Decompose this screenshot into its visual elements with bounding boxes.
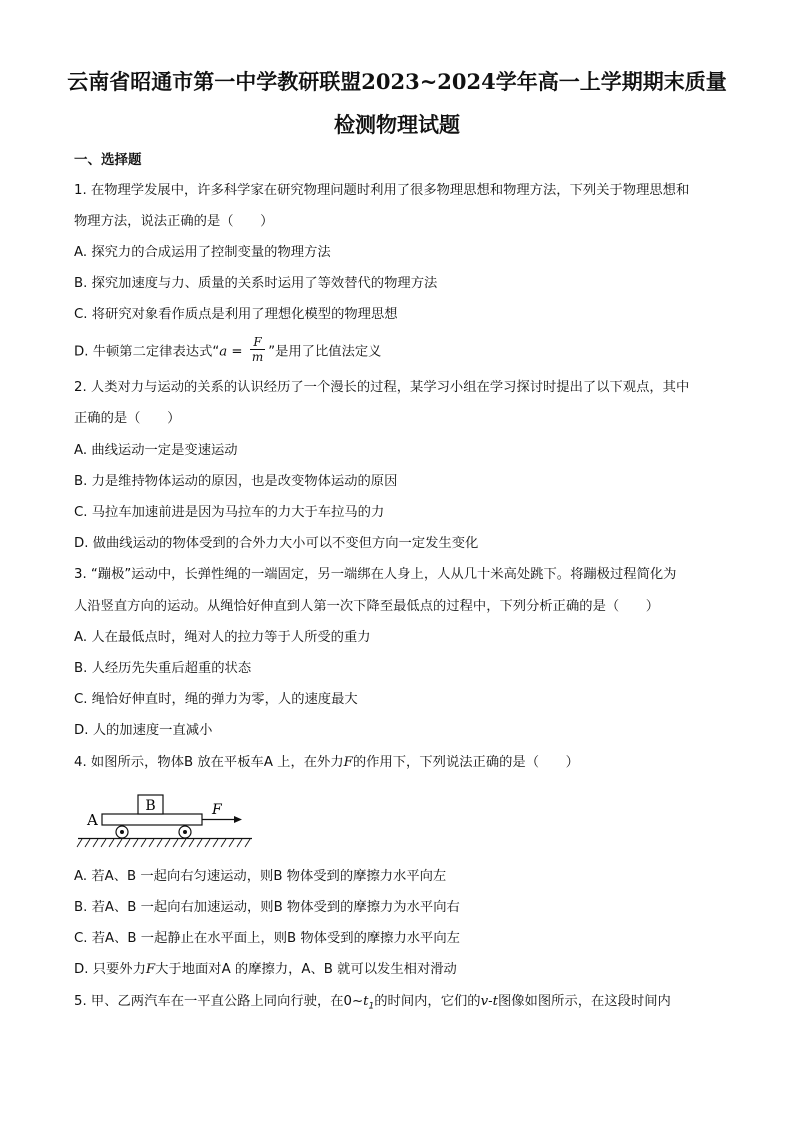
q4-option-c: C. 若A、B 一起静止在水平面上，则B 物体受到的摩擦力水平向左	[74, 931, 460, 946]
cart-platform	[102, 814, 202, 825]
q1-option-c: C. 将研究对象看作质点是利用了理想化模型的物理思想	[74, 307, 398, 322]
q4-option-d-suffix: 大于地面对A 的摩擦力，A、B 就可以发生相对滑动	[155, 962, 457, 977]
q3-option-d: D. 人的加速度一直减小	[74, 723, 213, 738]
q3-stem-line1: 3. “蹦极”运动中，长弹性绳的一端固定，另一端绑在人身上，人从几十米高处跳下。将蹦极过程简化为	[74, 567, 677, 582]
q1-stem-line2: 物理方法，说法正确的是（ ）	[74, 214, 274, 229]
q5-stem-prefix: 5. 甲、乙两汽车在一平直公路上同向行驶，在0~	[74, 994, 364, 1009]
q5-stem	[74, 992, 671, 1017]
q2-option-d: D. 做曲线运动的物体受到的合外力大小可以不变但方向一定发生变化	[74, 536, 479, 551]
ground-hatching	[77, 839, 250, 847]
formula-a: a	[219, 344, 228, 360]
wheel-left-hub	[120, 830, 124, 834]
cart-figure	[74, 792, 254, 850]
formula-fraction	[250, 335, 265, 364]
q2-stem-line2: 正确的是（ ）	[74, 411, 181, 426]
q4-stem	[74, 753, 579, 773]
q5-stem-middle: 的时间内，它们的	[374, 994, 481, 1009]
exam-title-line1: 云南省昭通市第一中学教研联盟2023~2024学年高一上学期期末质量	[67, 69, 727, 94]
q4-option-a: A. 若A、B 一起向右匀速运动，则B 物体受到的摩擦力水平向左	[74, 869, 447, 884]
q1-option-d-suffix: ”是用了比值法定义	[268, 344, 382, 360]
q3-option-b: B. 人经历先失重后超重的状态	[74, 661, 252, 676]
label-f: F	[212, 802, 222, 818]
q1-option-d	[74, 337, 381, 366]
q5-time-symbol: t	[363, 994, 369, 1009]
q5-time-subscript: 1	[368, 1001, 375, 1012]
q4-stem-force-symbol: F	[343, 755, 353, 770]
q4-option-d	[74, 960, 457, 980]
q5-stem-suffix: 图像如图所示，在这段时间内	[497, 994, 671, 1009]
fraction-numerator: F	[250, 335, 265, 350]
wheel-right-hub	[183, 830, 187, 834]
q2-option-c: C. 马拉车加速前进是因为马拉车的力大于车拉马的力	[74, 505, 385, 520]
label-b: B	[145, 798, 156, 814]
exam-title-line2: 检测物理试题	[334, 112, 460, 137]
q2-option-a: A. 曲线运动一定是变速运动	[74, 443, 238, 458]
q1-stem-line1: 1. 在物理学发展中，许多科学家在研究物理问题时利用了很多物理思想和物理方法，下列关于物理思想和	[74, 183, 690, 198]
q3-stem-line2: 人沿竖直方向的运动。从绳恰好伸直到人第一次下降至最低点的过程中，下列分析正确的是（ ）	[74, 599, 660, 614]
q4-stem-suffix: 的作用下，下列说法正确的是（ ）	[352, 755, 579, 770]
force-arrow-head	[234, 816, 242, 823]
q4-option-d-prefix: D. 只要外力	[74, 962, 146, 977]
q2-stem-line1: 2. 人类对力与运动的关系的认识经历了一个漫长的过程，某学习小组在学习探讨时提出了以下观点，其中	[74, 380, 690, 395]
formula-equals: =	[227, 344, 247, 360]
label-a: A	[87, 811, 98, 829]
q4-option-b: B. 若A、B 一起向右加速运动，则B 物体受到的摩擦力为水平向右	[74, 900, 460, 915]
fraction-denominator: m	[251, 350, 264, 364]
q3-option-a: A. 人在最低点时，绳对人的拉力等于人所受的重力	[74, 630, 371, 645]
q4-stem-prefix: 4. 如图所示，物体B 放在平板车A 上，在外力	[74, 755, 344, 770]
q4-option-d-force-symbol: F	[145, 962, 156, 977]
q1-option-d-prefix: D. 牛顿第二定律表达式“	[74, 344, 220, 360]
q3-option-c: C. 绳恰好伸直时，绳的弹力为零，人的速度最大	[74, 692, 358, 707]
q5-vt-symbol: v-t	[480, 994, 498, 1009]
q1-option-b: B. 探究加速度与力、质量的关系时运用了等效替代的物理方法	[74, 276, 438, 291]
q1-option-a: A. 探究力的合成运用了控制变量的物理方法	[74, 245, 331, 260]
q2-option-b: B. 力是维持物体运动的原因，也是改变物体运动的原因	[74, 474, 398, 489]
section-heading: 一、选择题	[74, 152, 142, 168]
